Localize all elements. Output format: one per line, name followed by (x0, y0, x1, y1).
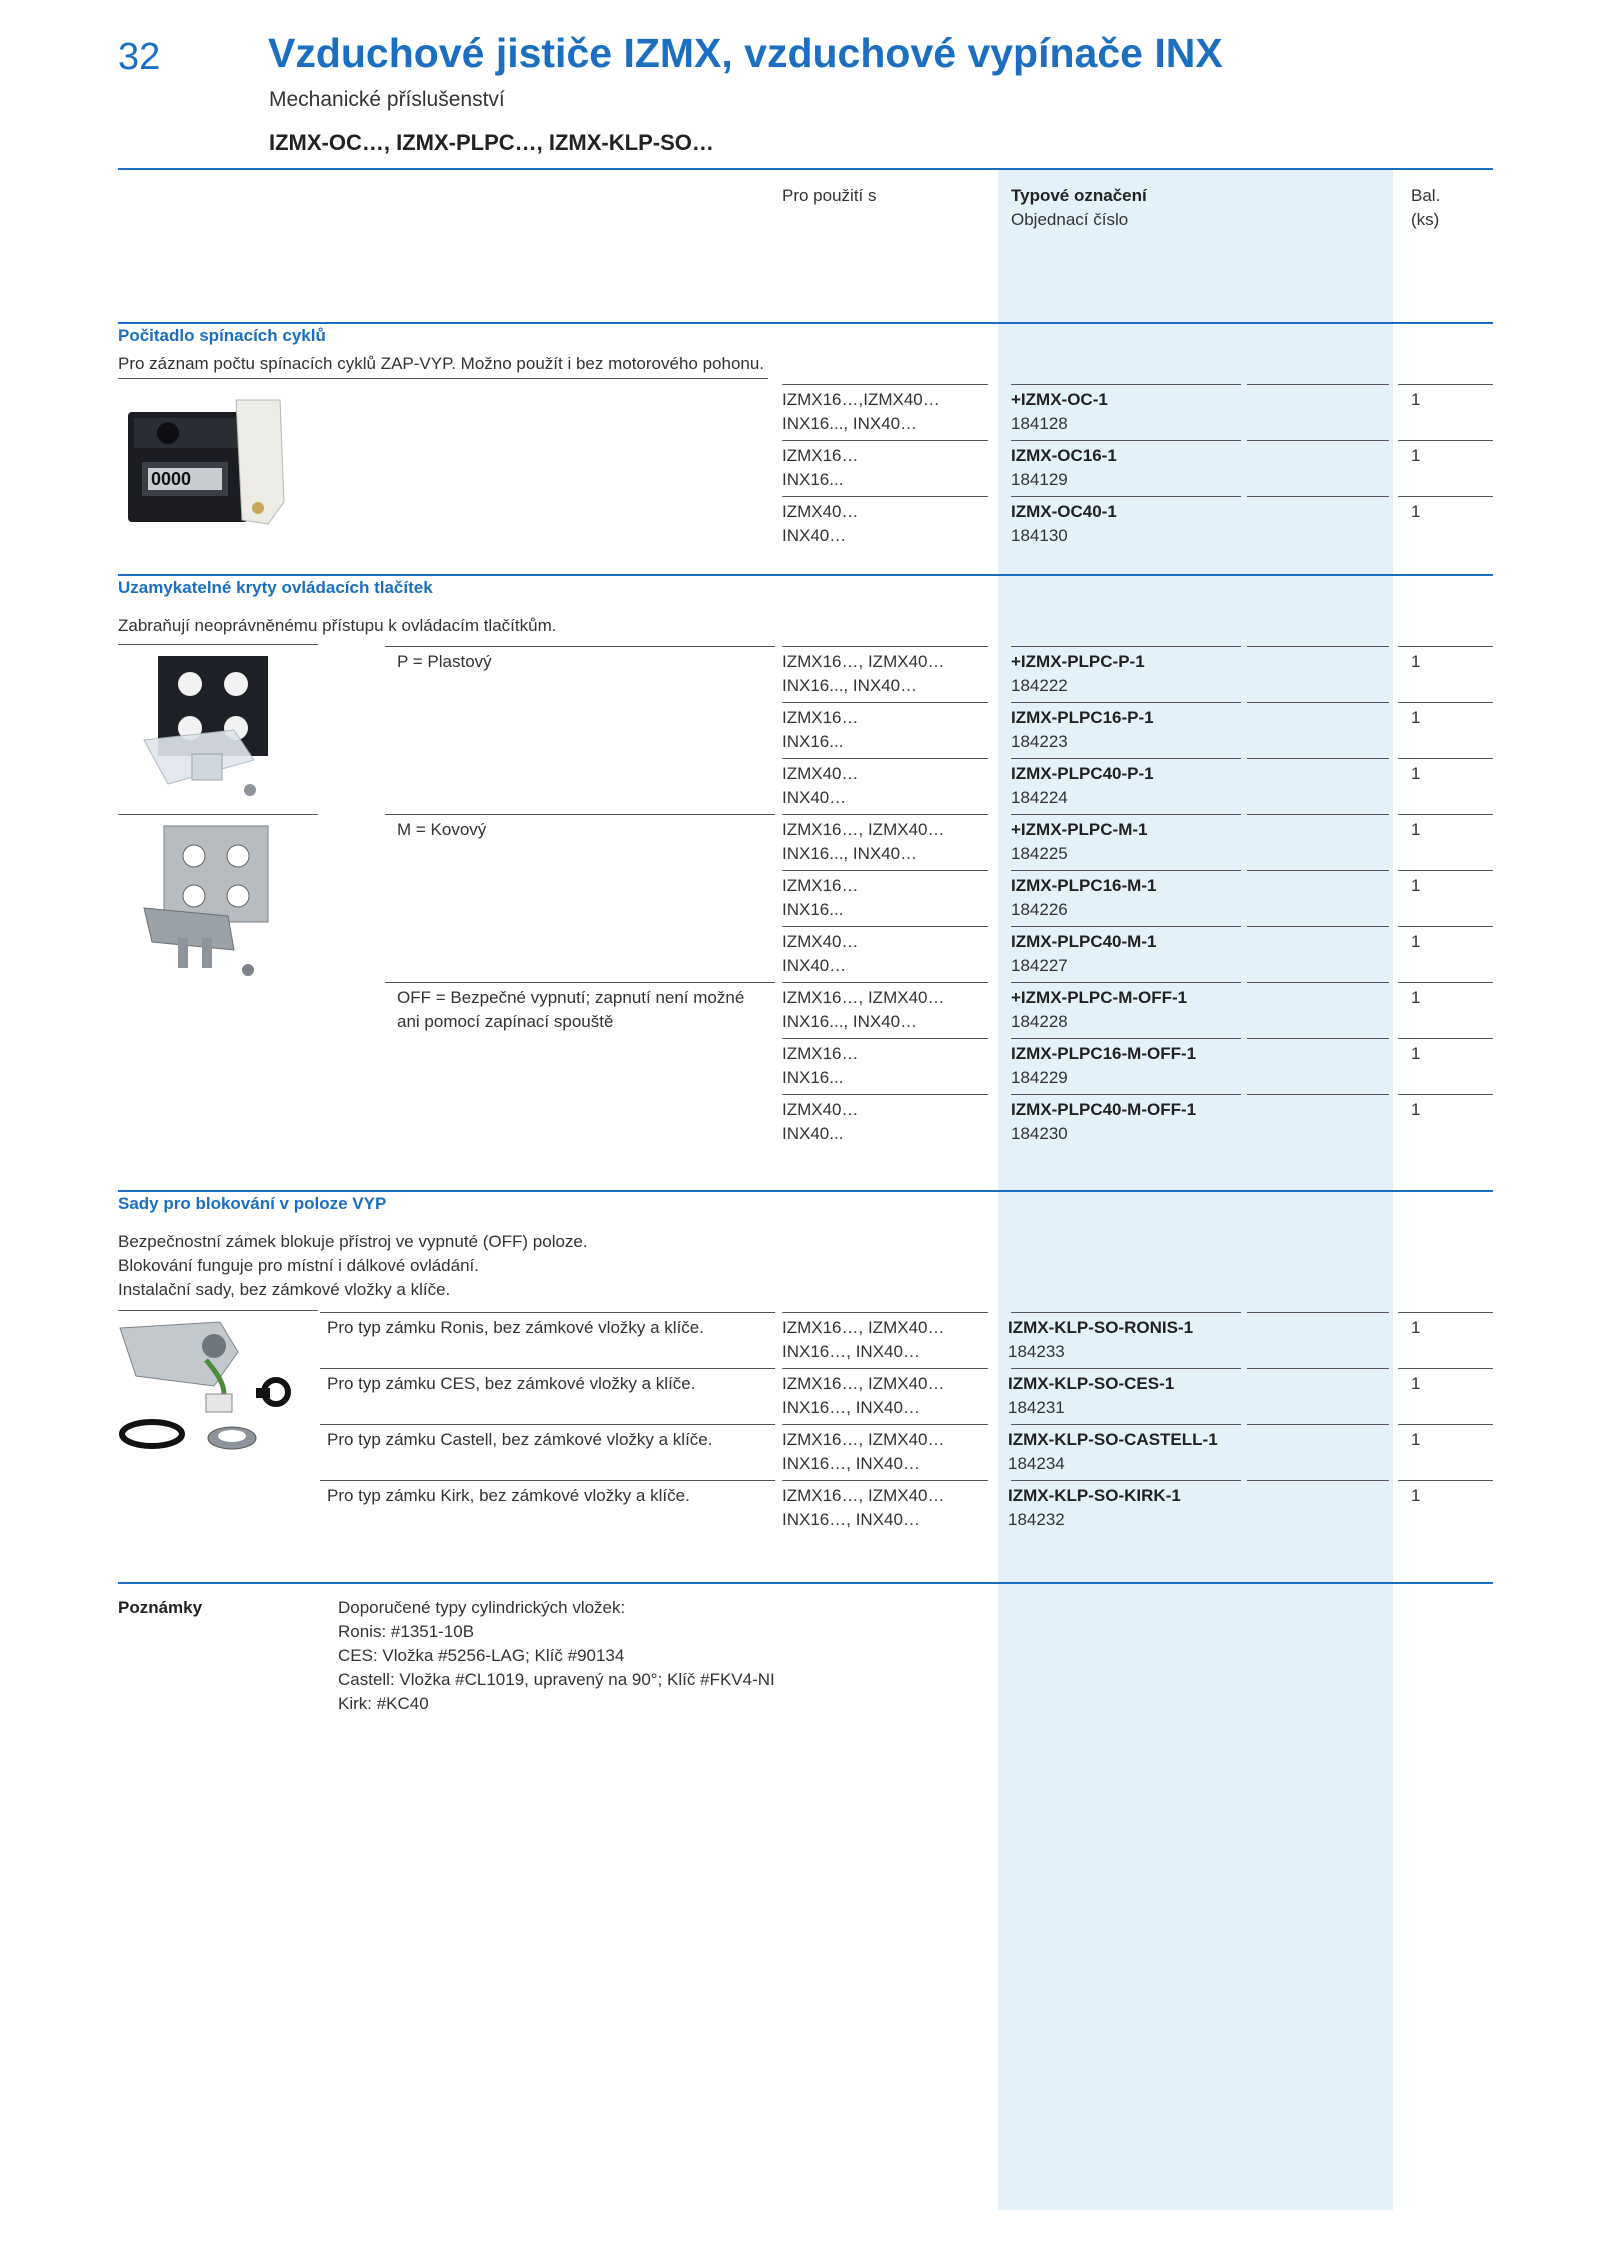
row-rule (1398, 496, 1493, 497)
row-rule (1398, 926, 1493, 927)
use-cell: IZMX16…, IZMX40… (782, 1486, 945, 1505)
row-rule (320, 1368, 775, 1369)
page-title: Vzduchové jističe IZMX, vzduchové vypínače INX (268, 30, 1223, 76)
pack-qty: 1 (1411, 876, 1421, 895)
row-rule (1398, 870, 1493, 871)
section-desc-rule (118, 378, 768, 379)
notes-label: Poznámky (118, 1598, 203, 1617)
section-title: Sady pro blokování v poloze VYP (118, 1194, 387, 1213)
row-rule (1247, 1038, 1389, 1039)
row-rule (1398, 384, 1493, 385)
type-code: IZMX-PLPC16-M-OFF-1 (1011, 1044, 1197, 1063)
pack-qty: 1 (1411, 446, 1421, 465)
row-rule (782, 814, 988, 815)
order-number: 184231 (1008, 1398, 1065, 1417)
row-rule (1247, 1480, 1389, 1481)
notes-line: Ronis: #1351-10B (338, 1622, 475, 1641)
type-code: +IZMX-PLPC-M-OFF-1 (1011, 988, 1188, 1007)
section-rule (118, 574, 1493, 576)
type-code: IZMX-PLPC40-P-1 (1011, 764, 1154, 783)
order-number: 184234 (1008, 1454, 1065, 1473)
variant-label: ani pomocí zapínací spouště (397, 1012, 614, 1031)
use-cell: INX16…, INX40… (782, 1398, 920, 1417)
row-rule (1398, 1480, 1493, 1481)
row-rule (320, 1480, 775, 1481)
use-cell: INX16... (782, 732, 844, 751)
row-rule (385, 646, 775, 647)
section-rule (118, 1190, 1493, 1192)
row-rule (1398, 758, 1493, 759)
variant-label: OFF = Bezpečné vypnutí; zapnutí není možné (397, 988, 745, 1007)
order-number: 184232 (1008, 1510, 1065, 1529)
section-title: Počitadlo spínacích cyklů (118, 326, 326, 345)
row-rule (782, 1038, 988, 1039)
pack-qty: 1 (1411, 820, 1421, 839)
pack-qty: 1 (1411, 1044, 1421, 1063)
use-cell: INX16…, INX40… (782, 1454, 920, 1473)
variant-label: Pro typ zámku Castell, bez zámkové vložky a klíče. (327, 1430, 713, 1449)
row-rule (1247, 1368, 1389, 1369)
row-rule (1247, 926, 1389, 927)
type-code: +IZMX-OC-1 (1011, 390, 1108, 409)
section-description: Instalační sady, bez zámkové vložky a klíče. (118, 1280, 451, 1299)
variant-label: Pro typ zámku Ronis, bez zámkové vložky a klíče. (327, 1318, 704, 1337)
type-code: IZMX-PLPC40-M-OFF-1 (1011, 1100, 1197, 1119)
row-rule (1247, 496, 1389, 497)
pack-qty: 1 (1411, 988, 1421, 1007)
row-rule (385, 982, 775, 983)
row-rule (1247, 870, 1389, 871)
order-number: 184222 (1011, 676, 1068, 695)
use-cell: IZMX16…, IZMX40… (782, 1430, 945, 1449)
type-code: IZMX-PLPC40-M-1 (1011, 932, 1157, 951)
use-cell: IZMX16… (782, 708, 859, 727)
pack-qty: 1 (1411, 932, 1421, 951)
use-cell: INX16... (782, 900, 844, 919)
row-rule (782, 1480, 988, 1481)
row-rule (782, 926, 988, 927)
row-rule (1247, 1094, 1389, 1095)
row-rule (1398, 1312, 1493, 1313)
row-rule (1398, 440, 1493, 441)
use-cell: IZMX16…, IZMX40… (782, 820, 945, 839)
row-rule (1247, 1424, 1389, 1425)
use-cell: IZMX40… (782, 932, 859, 951)
order-number: 184129 (1011, 470, 1068, 489)
notes-line: Castell: Vložka #CL1019, upravený na 90°; Klíč #FKV4-NI (338, 1670, 775, 1689)
row-rule (1011, 1312, 1241, 1313)
section-description: Blokování funguje pro místní i dálkové ovládání. (118, 1256, 479, 1275)
row-rule (782, 440, 988, 441)
use-cell: IZMX16…, IZMX40… (782, 1374, 945, 1393)
row-rule (782, 758, 988, 759)
header-rule (118, 168, 1493, 170)
cycle-counter-image (118, 392, 300, 542)
type-code: +IZMX-PLPC-M-1 (1011, 820, 1148, 839)
use-cell: INX16…, INX40… (782, 1510, 920, 1529)
row-rule (1011, 926, 1241, 927)
button-cover-image (138, 650, 278, 802)
use-cell: INX16..., INX40… (782, 844, 918, 863)
use-cell: IZMX16… (782, 1044, 859, 1063)
row-rule (1011, 1424, 1241, 1425)
order-number: 184229 (1011, 1068, 1068, 1087)
notes-rule (118, 1582, 1493, 1584)
use-cell: IZMX16… (782, 446, 859, 465)
row-rule (1247, 702, 1389, 703)
row-rule (1011, 1368, 1241, 1369)
type-code: IZMX-KLP-SO-RONIS-1 (1008, 1318, 1194, 1337)
order-number: 184223 (1011, 732, 1068, 751)
pack-qty: 1 (1411, 1374, 1421, 1393)
use-cell: INX16..., INX40… (782, 676, 918, 695)
use-cell: INX16..., INX40… (782, 414, 918, 433)
use-cell: IZMX40… (782, 764, 859, 783)
pack-qty: 1 (1411, 390, 1421, 409)
use-cell: IZMX16…, IZMX40… (782, 988, 945, 1007)
lock-kit-image (110, 1316, 320, 1456)
row-rule (782, 870, 988, 871)
row-rule (782, 1424, 988, 1425)
row-rule (1398, 1094, 1493, 1095)
row-rule (1247, 1312, 1389, 1313)
row-rule (1011, 870, 1241, 871)
order-number: 184230 (1011, 1124, 1068, 1143)
row-rule (782, 982, 988, 983)
page-subtitle: Mechanické příslušenství (269, 88, 505, 111)
row-rule (782, 1312, 988, 1313)
use-cell: INX40... (782, 1124, 844, 1143)
row-rule (1398, 646, 1493, 647)
variant-label: M = Kovový (397, 820, 487, 839)
order-number: 184225 (1011, 844, 1068, 863)
pack-qty: 1 (1411, 1430, 1421, 1449)
product-codes-title: IZMX-OC…, IZMX-PLPC…, IZMX-KLP-SO… (269, 130, 714, 155)
row-rule (1011, 496, 1241, 497)
col-header-use: Pro použití s (782, 186, 877, 205)
section-title: Uzamykatelné kryty ovládacích tlačítek (118, 578, 433, 597)
order-number: 184128 (1011, 414, 1068, 433)
use-cell: INX40… (782, 526, 847, 545)
row-rule (782, 496, 988, 497)
row-rule (782, 646, 988, 647)
use-cell: INX16…, INX40… (782, 1342, 920, 1361)
type-code: IZMX-KLP-SO-KIRK-1 (1008, 1486, 1181, 1505)
type-code: IZMX-OC40-1 (1011, 502, 1117, 521)
order-number: 184227 (1011, 956, 1068, 975)
use-cell: IZMX16…, IZMX40… (782, 1318, 945, 1337)
order-number: 184228 (1011, 1012, 1068, 1031)
use-cell: INX16..., INX40… (782, 1012, 918, 1031)
row-rule (1011, 384, 1241, 385)
col-header-pack-unit: (ks) (1411, 210, 1440, 229)
row-rule (1011, 758, 1241, 759)
row-rule (782, 1368, 988, 1369)
row-rule (782, 702, 988, 703)
use-cell: INX16... (782, 1068, 844, 1087)
row-rule (782, 1094, 988, 1095)
use-cell: INX40… (782, 788, 847, 807)
order-number: 184224 (1011, 788, 1068, 807)
type-code: IZMX-OC16-1 (1011, 446, 1117, 465)
section-description: Zabraňují neoprávněnému přístupu k ovládacím tlačítkům. (118, 616, 557, 635)
type-code: IZMX-PLPC16-M-1 (1011, 876, 1157, 895)
variant-label: P = Plastový (397, 652, 492, 671)
use-cell: IZMX16…,IZMX40… (782, 390, 940, 409)
type-code: +IZMX-PLPC-P-1 (1011, 652, 1145, 671)
metal-cover-image (138, 820, 278, 980)
order-number: 184233 (1008, 1342, 1065, 1361)
row-rule (1247, 814, 1389, 815)
row-rule (1398, 982, 1493, 983)
variant-label: Pro typ zámku CES, bez zámkové vložky a klíče. (327, 1374, 696, 1393)
section-rule (118, 322, 1493, 324)
row-rule (1247, 384, 1389, 385)
row-rule (1011, 440, 1241, 441)
use-cell: IZMX40… (782, 502, 859, 521)
image-divider-rule (118, 814, 318, 815)
page-number: 32 (118, 36, 161, 78)
row-rule (385, 814, 775, 815)
pack-qty: 1 (1411, 1318, 1421, 1337)
section-desc-rule (118, 644, 318, 645)
pack-qty: 1 (1411, 1100, 1421, 1119)
notes-line: CES: Vložka #5256-LAG; Klíč #90134 (338, 1646, 625, 1665)
row-rule (1011, 982, 1241, 983)
row-rule (782, 384, 988, 385)
row-rule (1011, 1038, 1241, 1039)
row-rule (1398, 814, 1493, 815)
row-rule (1398, 1038, 1493, 1039)
row-rule (1247, 982, 1389, 983)
pack-qty: 1 (1411, 764, 1421, 783)
row-rule (1011, 646, 1241, 647)
order-number: 184226 (1011, 900, 1068, 919)
col-header-order: Objednací číslo (1011, 210, 1129, 229)
use-cell: IZMX40… (782, 1100, 859, 1119)
section-description: Pro záznam počtu spínacích cyklů ZAP-VYP. Možno použít i bez motorového pohonu. (118, 354, 765, 373)
row-rule (1247, 440, 1389, 441)
row-rule (1011, 1480, 1241, 1481)
order-number: 184130 (1011, 526, 1068, 545)
section-description: Bezpečnostní zámek blokuje přístroj ve vypnuté (OFF) poloze. (118, 1232, 588, 1251)
type-code: IZMX-KLP-SO-CASTELL-1 (1008, 1430, 1218, 1449)
variant-label: Pro typ zámku Kirk, bez zámkové vložky a klíče. (327, 1486, 690, 1505)
row-rule (1398, 1368, 1493, 1369)
row-rule (320, 1312, 775, 1313)
notes-line: Doporučené typy cylindrických vložek: (338, 1598, 626, 1617)
row-rule (1011, 814, 1241, 815)
type-code: IZMX-KLP-SO-CES-1 (1008, 1374, 1175, 1393)
type-code: IZMX-PLPC16-P-1 (1011, 708, 1154, 727)
section-desc-rule (118, 1310, 318, 1311)
col-header-pack: Bal. (1411, 186, 1441, 205)
use-cell: IZMX16… (782, 876, 859, 895)
pack-qty: 1 (1411, 708, 1421, 727)
row-rule (1398, 702, 1493, 703)
svg-text:0000: 0000 (151, 469, 192, 489)
col-header-type: Typové označení (1011, 186, 1147, 205)
pack-qty: 1 (1411, 652, 1421, 671)
use-cell: IZMX16…, IZMX40… (782, 652, 945, 671)
use-cell: INX40… (782, 956, 847, 975)
pack-qty: 1 (1411, 502, 1421, 521)
row-rule (1011, 1094, 1241, 1095)
pack-qty: 1 (1411, 1486, 1421, 1505)
use-cell: INX16... (782, 470, 844, 489)
row-rule (1398, 1424, 1493, 1425)
row-rule (1247, 646, 1389, 647)
notes-line: Kirk: #KC40 (338, 1694, 429, 1713)
row-rule (320, 1424, 775, 1425)
row-rule (1247, 758, 1389, 759)
row-rule (1011, 702, 1241, 703)
